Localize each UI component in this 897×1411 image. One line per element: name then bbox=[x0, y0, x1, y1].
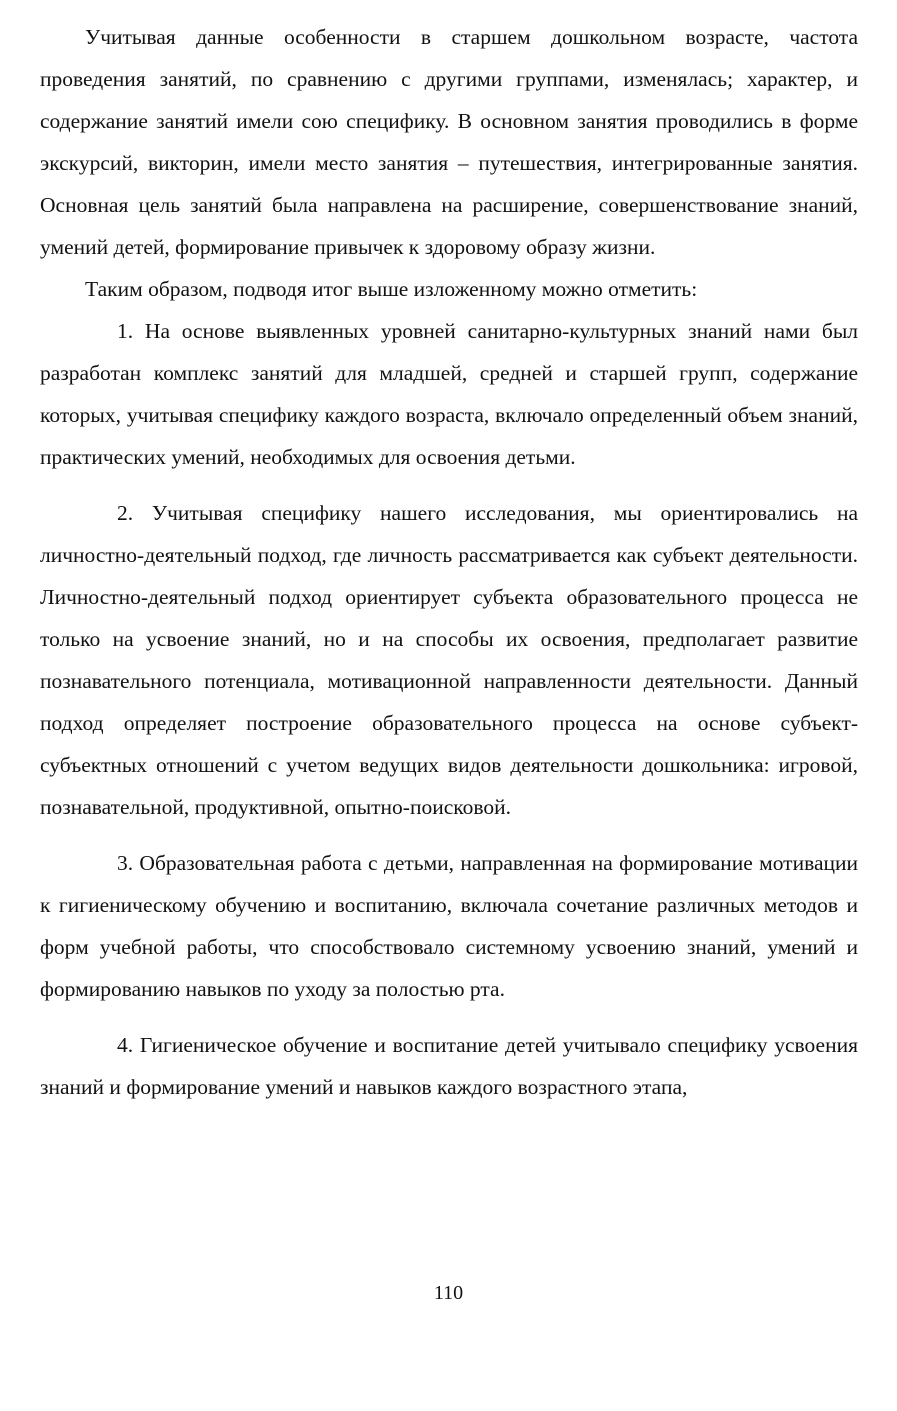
paragraph-intro: Учитывая данные особенности в старшем дошкольном возрасте, частота проведения занятий, по сравнению с другими группами, изменялась; характер, и содержание занятий имели сою специфику. В основном занятия проводились в форме экскурсий, викторин, имели место занятия – путешествия, интегрированные занятия. Основная цель занятий была направлена на расширение, совершенствование знаний, умений детей, формирование привычек к здоровому образу жизни. bbox=[40, 25, 858, 259]
body-text bbox=[40, 16, 858, 1108]
paragraph-point-2: 2. Учитывая специфику нашего исследования, мы ориентировались на личностно-деятельный подход, где личность рассматривается как субъект деятельности. Личностно-деятельный подход ориентирует субъекта образовательного процесса не только на усвоение знаний, но и на способы их освоения, предполагает развитие познавательного потенциала, мотивационной направленности деятельности. Данный подход определяет построение образовательного процесса на основе субъект-субъектных отношений с учетом ведущих видов деятельности дошкольника: игровой, познавательной, продуктивной, опытно-поисковой. bbox=[40, 501, 858, 819]
paragraph-point-4: 4. Гигиеническое обучение и воспитание детей учитывало специфику усвоения знаний и формирование умений и навыков каждого возрастного этапа, bbox=[40, 1033, 858, 1099]
paragraph-summary-lead: Таким образом, подводя итог выше изложенному можно отметить: bbox=[85, 277, 698, 301]
paragraph-point-3: 3. Образовательная работа с детьми, направленная на формирование мотивации к гигиеническому обучению и воспитанию, включала сочетание различных методов и форм учебной работы, что способствовало системному усвоению знаний, умений и формированию навыков по уходу за полостью рта. bbox=[40, 851, 858, 1001]
page-number: 110 bbox=[433, 1282, 464, 1304]
paragraph-point-1: 1. На основе выявленных уровней санитарно-культурных знаний нами был разработан комплекс занятий для младшей, средней и старшей групп, содержание которых, учитывая специфику каждого возраста, включало определенный объем знаний, практических умений, необходимых для освоения детьми. bbox=[40, 319, 858, 469]
